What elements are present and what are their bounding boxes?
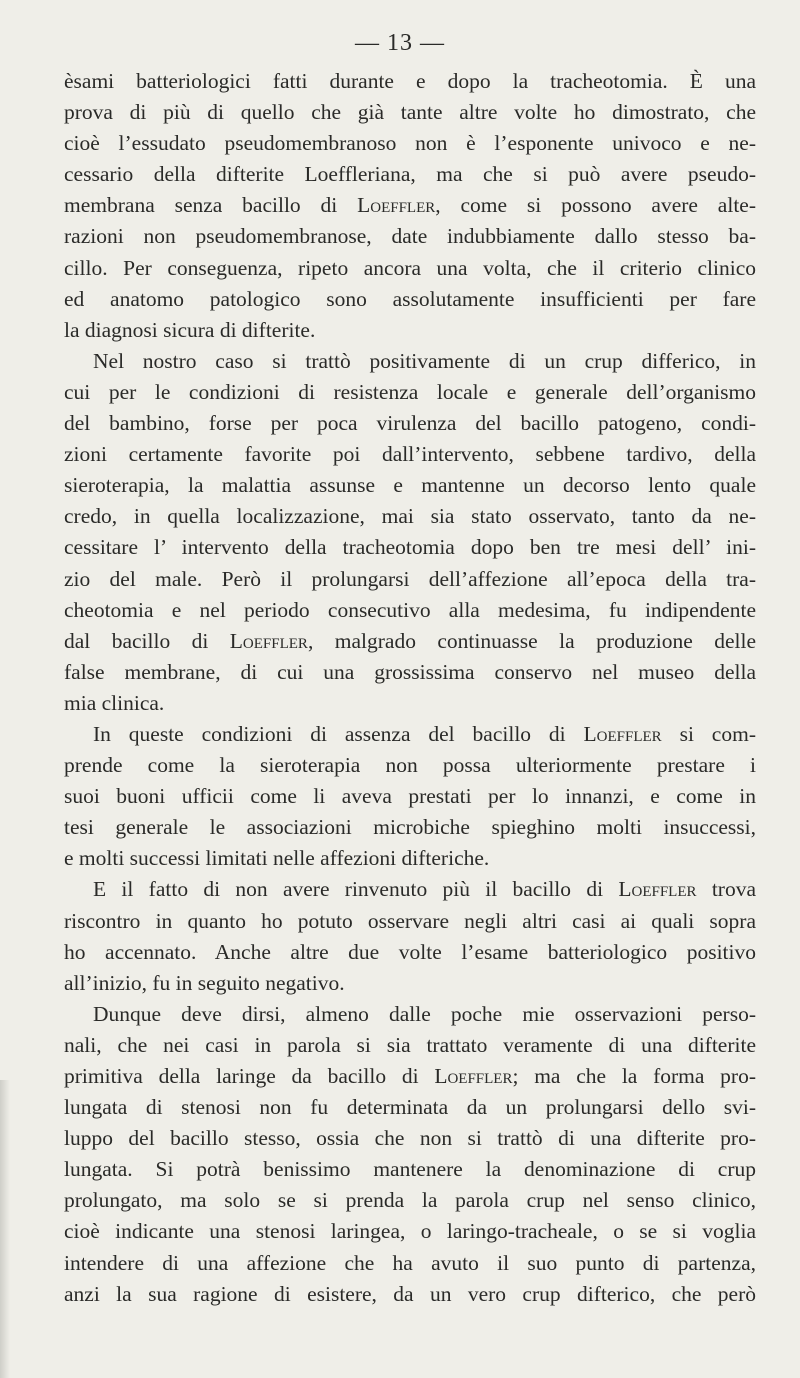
- text-line: del bambino, forse per poca virulenza del bacillo patogeno, condi-: [64, 411, 756, 436]
- text-line: Dunque deve dirsi, almeno dalle poche mie osservazioni perso-: [93, 1001, 756, 1026]
- text-line: false membrane, di cui una grossissima conservo nel museo della: [64, 659, 756, 684]
- text-line: prende come la sieroterapia non possa ulteriormente prestare i: [64, 753, 756, 778]
- page-number: — 13 —: [355, 30, 445, 56]
- text-line: cessario della difterite Loeffleriana, ma che si può avere pseudo-: [64, 162, 756, 187]
- text-line: e molti successi limitati nelle affezioni difteriche.: [64, 846, 490, 871]
- text-line: E il fatto di non avere rinvenuto più il bacillo di Loeffler trova: [93, 877, 756, 902]
- text-line: cheotomia e nel periodo consecutivo alla medesima, fu indipendente: [64, 597, 756, 622]
- body-text: [64, 66, 756, 1310]
- text-line: razioni non pseudomembranose, date indubbiamente dallo stesso ba-: [64, 224, 756, 249]
- author-name-smallcaps: Loeffler: [434, 1064, 513, 1088]
- text-line: ed anatomo patologico sono assolutamente insufficienti per fare: [64, 286, 756, 311]
- author-name-smallcaps: Loeffler: [229, 628, 308, 653]
- text-line: luppo del bacillo stesso, ossia che non si trattò di una difterite pro-: [64, 1126, 756, 1151]
- text-line: intendere di una affezione che ha avuto il suo punto di partenza,: [64, 1250, 756, 1275]
- text-line: zioni certamente favorite poi dall’intervento, sebbene tardivo, della: [64, 442, 756, 467]
- text-line: ho accennato. Anche altre due volte l’esame batteriologico positivo: [64, 939, 756, 964]
- text-line: èsami batteriologici fatti durante e dopo la tracheotomia. È una: [64, 69, 756, 93]
- text-line: Nel nostro caso si trattò positivamente di un crup differico, in: [93, 348, 756, 373]
- text-line: nali, che nei casi in parola si sia trattato veramente di una difterite: [64, 1032, 756, 1057]
- text-line: lungata. Si potrà benissimo mantenere la denominazione di crup: [64, 1157, 756, 1182]
- text-line: credo, in quella localizzazione, mai sia stato osservato, tanto da ne-: [64, 504, 756, 529]
- text-line: anzi la sua ragione di esistere, da un vero crup difterico, che però: [64, 1281, 756, 1306]
- text-line: lungata di stenosi non fu determinata da un prolungarsi dello svi-: [64, 1095, 756, 1120]
- author-name-smallcaps: Loeffler: [583, 721, 662, 746]
- text-line: all’inizio, fu in seguito negativo.: [64, 970, 345, 995]
- text-line: cioè indicante una stenosi laringea, o laringo-tracheale, o se si voglia: [64, 1219, 756, 1244]
- page-edge-shadow: [0, 1080, 10, 1378]
- author-name-smallcaps: Loeffler: [618, 877, 697, 902]
- text-line: In queste condizioni di assenza del bacillo di Loeffler si com-: [93, 721, 756, 746]
- text-line: riscontro in quanto ho potuto osservare negli altri casi ai quali sopra: [64, 908, 756, 933]
- text-line: cillo. Per conseguenza, ripeto ancora una volta, che il criterio clinico: [64, 255, 756, 280]
- text-line: cessitare l’ intervento della tracheotomia dopo ben tre mesi dell’ ini-: [64, 535, 756, 560]
- author-name-smallcaps: Loeffler: [357, 193, 436, 218]
- text-line: membrana senza bacillo di Loeffler, come si possono avere alte-: [64, 193, 756, 218]
- text-line: prova di più di quello che già tante altre volte ho dimostrato, che: [64, 100, 756, 125]
- text-line: la diagnosi sicura di difterite.: [64, 317, 316, 342]
- text-line: sieroterapia, la malattia assunse e mantenne un decorso lento quale: [64, 473, 756, 498]
- text-line: primitiva della laringe da bacillo di Loeffler; ma che la forma pro-: [64, 1064, 756, 1088]
- text-line: zio del male. Però il prolungarsi dell’affezione all’epoca della tra-: [64, 566, 756, 591]
- text-line: suoi buoni ufficii come li aveva prestati per lo innanzi, e come in: [64, 784, 756, 809]
- text-line: cui per le condizioni di resistenza locale e generale dell’organismo: [64, 379, 756, 404]
- text-line: prolungato, ma solo se si prenda la parola crup nel senso clinico,: [64, 1188, 756, 1213]
- text-line: dal bacillo di Loeffler, malgrado continuasse la produzione delle: [64, 628, 756, 653]
- text-line: cioè l’essudato pseudomembranoso non è l’esponente univoco e ne-: [64, 131, 756, 156]
- text-line: mia clinica.: [64, 690, 165, 715]
- text-line: tesi generale le associazioni microbiche spieghino molti insuccessi,: [64, 815, 756, 840]
